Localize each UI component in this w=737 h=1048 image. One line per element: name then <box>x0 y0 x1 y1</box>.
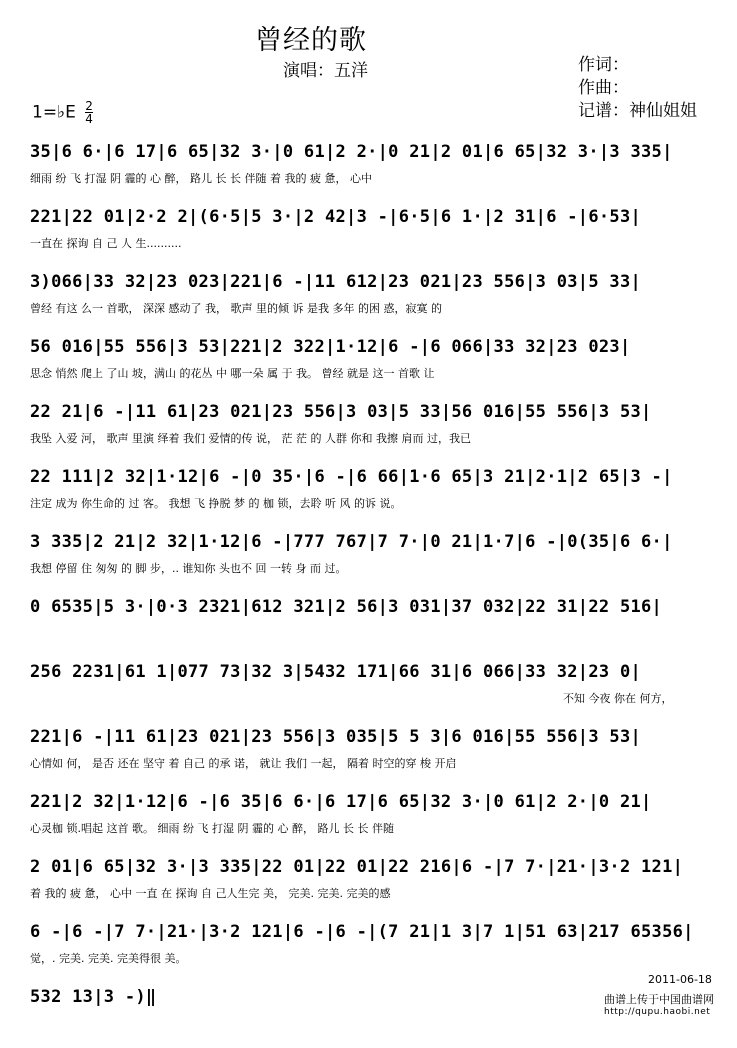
lyrics-line: 心灵枷 锁.唱起 这首 歌。 细雨 纷 飞 打湿 阴 霾的 心 醉， 路儿 长 长 伴随 <box>30 822 394 835</box>
notation-line: 22 21|6 -|11 61|23 021|23 556|3 03|5 33|56 016|55 556|3 53| <box>30 402 652 422</box>
singer-credit: 演唱：五洋 <box>283 61 368 81</box>
date-stamp: 2011-06-18 <box>648 973 712 986</box>
lyrics-line: 思念 悄然 爬上 了山 坡，满山 的花丛 中 哪一朵 属 于 我。 曾经 就是 这一 首歌 让 <box>30 367 435 380</box>
score-system <box>30 398 720 463</box>
notation-line: 0 6535|5 3·|0·3 2321|612 321|2 56|3 031|37 032|22 31|22 516| <box>30 597 663 617</box>
time-bottom: 4 <box>85 112 93 126</box>
notation-line: 35|6 6·|6 17|6 65|32 3·|0 61|2 2·|0 21|2 01|6 65|32 3·|3 335| <box>30 142 673 162</box>
score-system <box>30 138 720 203</box>
score-system <box>30 203 720 268</box>
score-system <box>30 268 720 333</box>
notation-line: 56 016|55 556|3 53|221|2 322|1·12|6 -|6 066|33 32|23 023| <box>30 337 631 357</box>
score-system <box>30 853 720 918</box>
score-system <box>30 593 720 658</box>
site-watermark <box>604 994 714 1018</box>
key-label: 1=♭E <box>32 102 76 123</box>
score-system <box>30 788 720 853</box>
notation-line: 3)066|33 32|23 023|221|6 -|11 612|23 021|23 556|3 03|5 33| <box>30 272 642 292</box>
lyrics-line: 我坠 入爱 河， 歌声 里演 绎着 我们 爱情的传 说， 茫 茫 的 人群 你和 我擦 肩而 过，我已 <box>30 432 471 445</box>
lyrics-line: 一直在 探询 自 己 人 生.......... <box>30 237 182 250</box>
notation-line: 532 13|3 -)‖ <box>30 987 157 1007</box>
score-system <box>30 463 720 528</box>
lyrics-line: 我想 停留 住 匆匆 的 脚 步，.. 谁知你 头也不 回 一转 身 而 过。 <box>30 562 347 575</box>
score-system <box>30 918 720 983</box>
lyrics-line: 心情如 何， 是否 还在 坚守 着 自己 的承 诺， 就让 我们 一起， 隔着 时空的穿 梭 开启 <box>30 757 457 770</box>
notation-line: 221|6 -|11 61|23 021|23 556|3 035|5 5 3|6 016|55 556|3 53| <box>30 727 642 747</box>
notation-line: 22 111|2 32|1·12|6 -|0 35·|6 -|6 66|1·6 65|3 21|2·1|2 65|3 -| <box>30 467 673 487</box>
composer-credit: 作曲： <box>578 78 629 98</box>
song-title: 曾经的歌 <box>255 25 367 56</box>
notation-line: 221|22 01|2·2 2|(6·5|5 3·|2 42|3 -|6·5|6 1·|2 31|6 -|6·53| <box>30 207 642 227</box>
lyrics-line: 觉，. 完美. 完美. 完美得很 美。 <box>30 952 187 965</box>
notation-line: 221|2 32|1·12|6 -|6 35|6 6·|6 17|6 65|32 3·|0 61|2 2·|0 21| <box>30 792 652 812</box>
site-name: 曲谱上传于中国曲谱网 <box>604 993 714 1006</box>
score-system <box>30 658 720 723</box>
lyricist-credit: 作词： <box>578 55 629 75</box>
lyrics-line: 注定 成为 你生命的 过 客。 我想 飞 挣脱 梦 的 枷 锁，去聆 听 风 的诉 说。 <box>30 497 402 510</box>
score <box>30 138 720 1048</box>
lyrics-line: 着 我的 疲 惫， 心中 一直 在 探询 自 己人生完 美， 完美. 完美. 完美的感 <box>30 887 391 900</box>
score-system <box>30 528 720 593</box>
time-signature <box>85 100 93 125</box>
time-top: 2 <box>85 99 93 113</box>
score-system <box>30 723 720 788</box>
lyrics-line: 曾经 有这 么一 首歌， 深深 感动了 我， 歌声 里的倾 诉 是我 多年 的困 惑，寂寞 的 <box>30 302 442 315</box>
key-signature <box>32 100 93 125</box>
notation-line: 256 2231|61 1|077 73|32 3|5432 171|66 31|6 066|33 32|23 0| <box>30 662 642 682</box>
notation-line: 2 01|6 65|32 3·|3 335|22 01|22 01|22 216|6 -|7 7·|21·|3·2 121| <box>30 857 684 877</box>
site-url: http://qupu.haobi.net <box>604 1007 711 1017</box>
lyrics-line: 细雨 纷 飞 打湿 阴 霾的 心 醉， 路儿 长 长 伴随 着 我的 疲 惫， 心中 <box>30 172 372 185</box>
notation-line: 6 -|6 -|7 7·|21·|3·2 121|6 -|6 -|(7 21|1 3|7 1|51 63|217 65356| <box>30 922 694 942</box>
notation-line: 3 335|2 21|2 32|1·12|6 -|777 767|7 7·|0 21|1·7|6 -|0(35|6 6·| <box>30 532 673 552</box>
credits-block <box>578 54 697 123</box>
lyrics-line: 不知 今夜 你在 何方， <box>563 692 673 705</box>
score-system <box>30 333 720 398</box>
transcriber-credit: 记谱：神仙姐姐 <box>578 101 697 121</box>
